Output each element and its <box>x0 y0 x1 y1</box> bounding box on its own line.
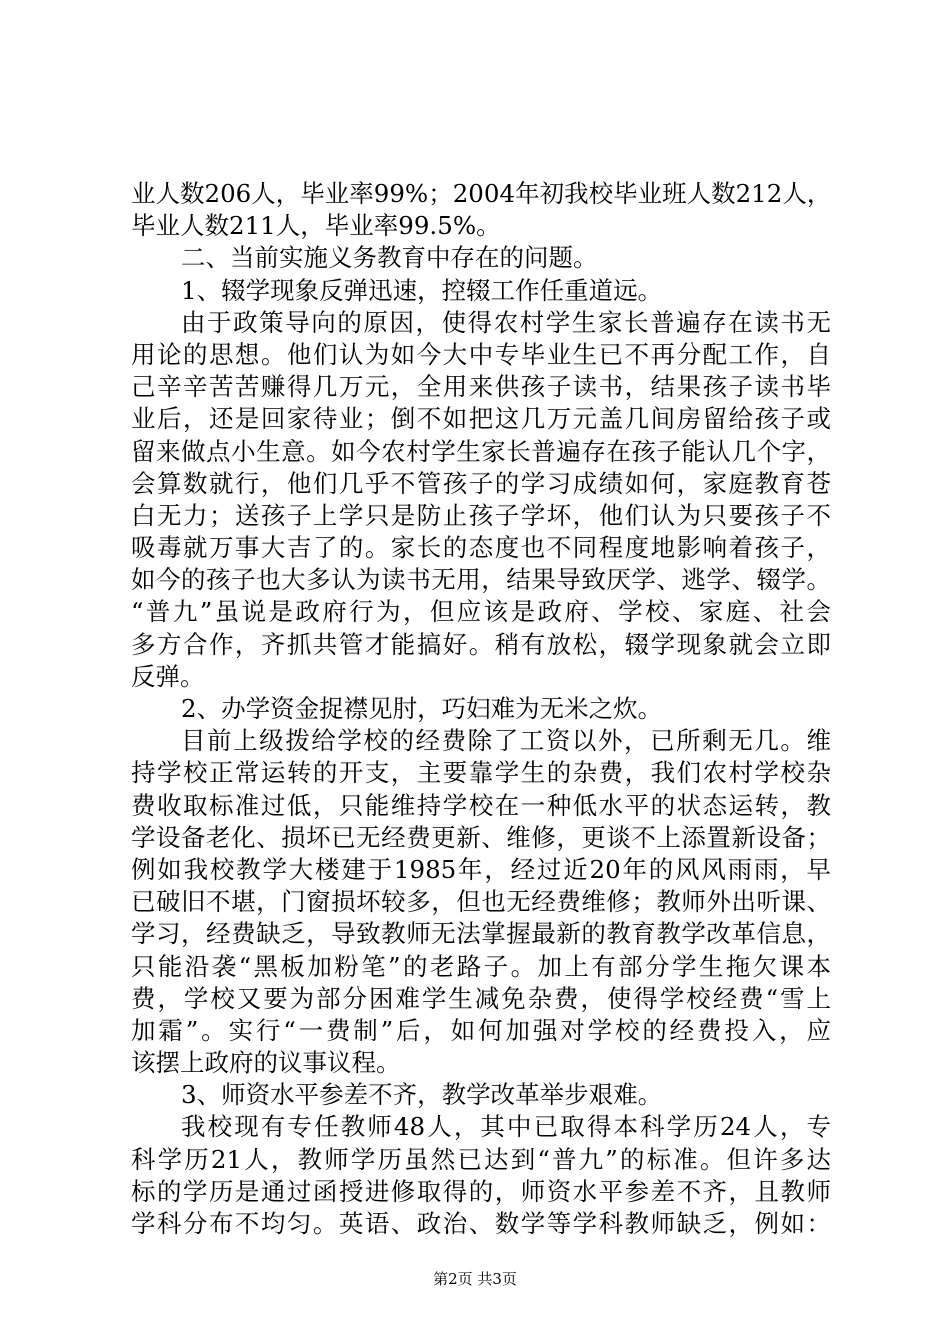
text-line: 会算数就行，他们几乎不管孩子的学习成绩如何，家庭教育苍 <box>131 468 831 498</box>
text-line: 标的学历是通过函授进修取得的，师资水平参差不齐，且教师 <box>131 1176 831 1206</box>
text-line: 白无力；送孩子上学只是防止孩子学坏，他们认为只要孩子不 <box>131 500 831 530</box>
text-line: 业后，还是回家待业；倒不如把这几万元盖几间房留给孩子或 <box>131 404 831 434</box>
subsection-heading: 2、办学资金捉襟见肘，巧妇难为无米之炊。 <box>181 694 663 723</box>
text-line: 学习，经费缺乏，导致教师无法掌握最新的教育教学改革信息， <box>131 919 831 949</box>
text-line: 费收取标准过低，只能维持学校在一种低水平的状态运转，教 <box>131 790 831 820</box>
page-footer: 第2页 共3页 <box>433 1270 517 1288</box>
text-line: 费，学校又要为部分困难学生减免杂费，使得学校经费“雪上 <box>131 983 831 1013</box>
text-line: 科学历21人，教师学历虽然已达到“普九”的标准。但许多达 <box>131 1144 831 1174</box>
text-line: 反弹。 <box>131 661 205 691</box>
text-line: 己辛辛苦苦赚得几万元，全用来供孩子读书，结果孩子读书毕 <box>131 372 831 402</box>
text-line: 只能沿袭“黑板加粉笔”的老路子。加上有部分学生拖欠课本 <box>131 951 831 981</box>
text-line: 吸毒就万事大吉了的。家长的态度也不同程度地影响着孩子， <box>131 533 831 563</box>
text-line: 目前上级拨给学校的经费除了工资以外，已所剩无几。维 <box>181 726 831 756</box>
text-line: 已破旧不堪，门窗损坏较多，但也无经费维修；教师外出听课、 <box>131 887 831 917</box>
section-heading: 二、当前实施义务教育中存在的问题。 <box>181 243 598 273</box>
text-line: 加霜”。实行“一费制”后，如何加强对学校的经费投入，应 <box>131 1015 831 1045</box>
text-line: 留来做点小生意。如今农村学生家长普遍存在孩子能认几个字， <box>131 436 831 466</box>
document-body <box>131 178 831 1240</box>
text-line: 例如我校教学大楼建于1985年，经过近20年的风风雨雨，早 <box>131 854 831 884</box>
text-line: 由于政策导向的原因，使得农村学生家长普遍存在读书无 <box>181 307 831 337</box>
text-line: 我校现有专任教师48人，其中已取得本科学历24人，专 <box>181 1112 831 1142</box>
text-line: 多方合作，齐抓共管才能搞好。稍有放松，辍学现象就会立即 <box>131 629 831 659</box>
text-line: “普九”虽说是政府行为，但应该是政府、学校、家庭、社会 <box>131 597 831 627</box>
text-line: 该摆上政府的议事议程。 <box>131 1048 401 1078</box>
text-line: 毕业人数211人，毕业率99.5%。 <box>131 211 501 241</box>
text-line: 如今的孩子也大多认为读书无用，结果导致厌学、逃学、辍学。 <box>131 565 831 595</box>
subsection-heading: 1、辍学现象反弹迅速，控辍工作任重道远。 <box>181 275 663 305</box>
text-line: 业人数206人，毕业率99%；2004年初我校毕业班人数212人， <box>131 179 832 208</box>
text-line: 持学校正常运转的开支，主要靠学生的杂费，我们农村学校杂 <box>131 758 831 788</box>
subsection-heading: 3、师资水平参差不齐，教学改革举步艰难。 <box>181 1080 663 1110</box>
text-line: 学设备老化、损坏已无经费更新、维修，更谈不上添置新设备； <box>131 822 831 852</box>
text-line: 用论的思想。他们认为如今大中专毕业生已不再分配工作，自 <box>131 339 831 369</box>
text-line: 学科分布不均匀。英语、政治、数学等学科教师缺乏，例如： <box>131 1209 831 1238</box>
